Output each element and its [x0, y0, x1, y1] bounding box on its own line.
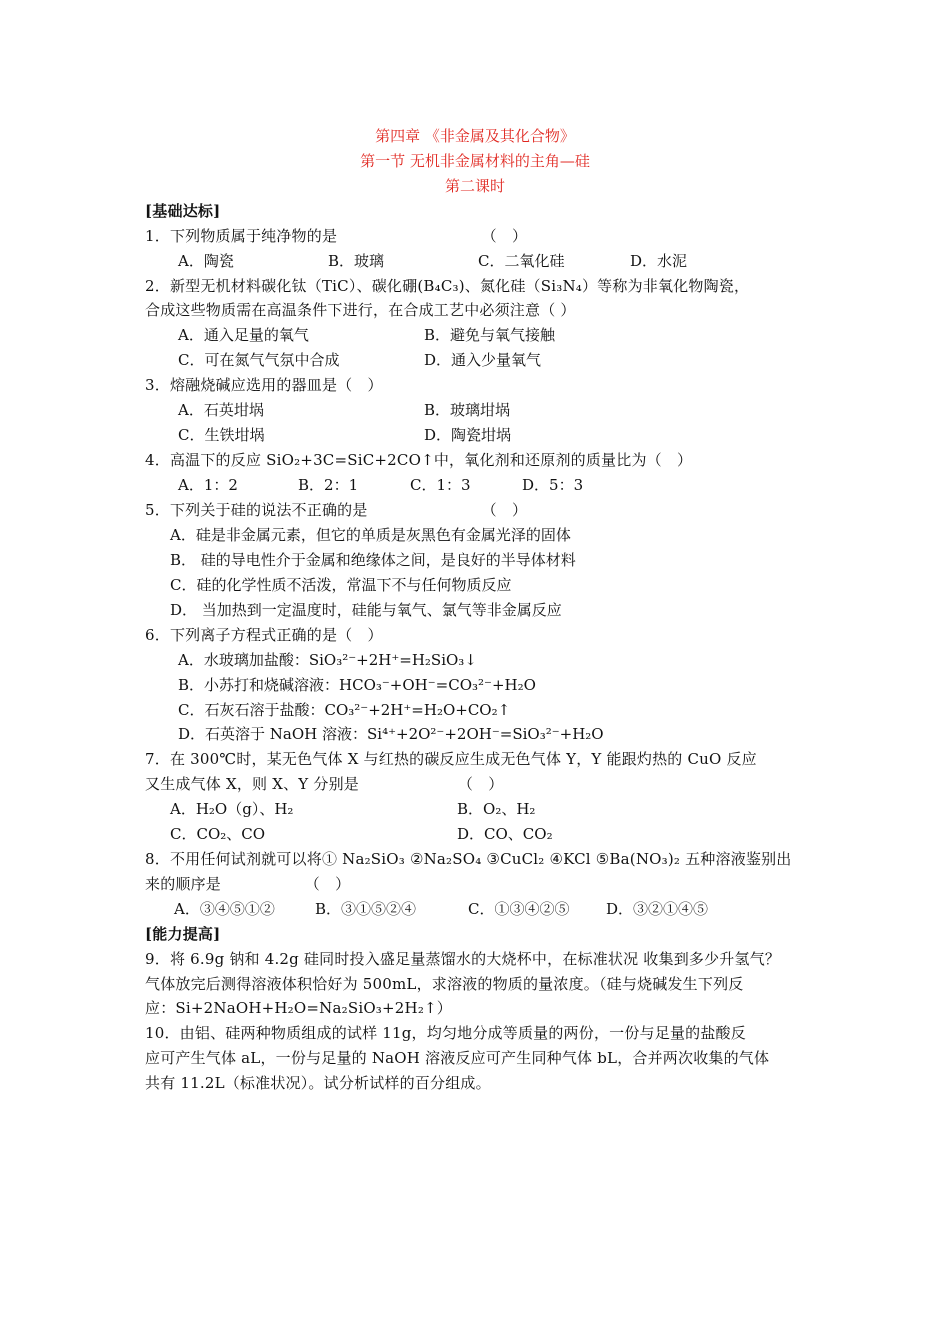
question-8-option-d: D．③②①④⑤: [606, 900, 709, 918]
question-4-option-d: D．5：3: [522, 476, 584, 494]
question-7-option-c: C．CO₂、CO: [170, 825, 266, 843]
question-5-option-a: A．硅是非金属元素，但它的单质是灰黑色有金属光泽的固体: [170, 526, 571, 544]
question-7-stem-line1: 7．在 300℃时，某无色气体 X 与红热的碳反应生成无色气体 Y，Y 能跟灼热的 CuO 反应: [145, 750, 757, 768]
question-8-stem-line1: 8．不用任何试剂就可以将① Na₂SiO₃ ②Na₂SO₄ ③CuCl₂ ④KCl ⑤Ba(NO₃)₂ 五种溶液鉴别出: [145, 850, 792, 868]
question-1-option-d: D．水泥: [630, 252, 688, 270]
question-9-line1: 9．将 6.9g 钠和 4.2g 硅同时投入盛足量蒸馏水的大烧杯中，在标准状况 收集到多少升氢气？: [145, 950, 781, 968]
section-heading-basic: [基础达标]: [145, 202, 221, 220]
question-10-line1: 10．由铝、硅两种物质组成的试样 11g，均匀地分成等质量的两份，一份与足量的盐酸反: [145, 1024, 746, 1042]
question-8-stem-line2: 来的顺序是 （ ）: [145, 875, 351, 893]
question-1-stem: 1．下列物质属于纯净物的是 （ ）: [145, 227, 528, 245]
question-3-stem: 3．熔融烧碱应选用的器皿是（ ）: [145, 376, 383, 394]
question-5-option-b: B． 硅的导电性介于金属和绝缘体之间，是良好的半导体材料: [170, 551, 576, 569]
question-7-stem-line2: 又生成气体 X，则 X、Y 分别是 （ ）: [145, 775, 504, 793]
question-1-option-a: A．陶瓷: [178, 252, 234, 270]
question-3-option-d: D．陶瓷坩埚: [424, 426, 512, 444]
question-2-option-c: C．可在氮气气氛中合成: [178, 351, 340, 369]
chapter-title: 第四章 《非金属及其化合物》: [375, 127, 575, 145]
question-4-option-c: C．1：3: [410, 476, 471, 494]
question-2-option-a: A．通入足量的氧气: [178, 326, 309, 344]
question-1-option-c: C．二氧化硅: [478, 252, 565, 270]
question-9-line2: 气体放完后测得溶液体积恰好为 500mL，求溶液的物质的量浓度。（硅与烧碱发生下列反: [145, 975, 744, 993]
question-7-option-d: D．CO、CO₂: [457, 825, 553, 843]
question-8-option-c: C．①③④②⑤: [468, 900, 570, 918]
question-6-option-b: B．小苏打和烧碱溶液：HCO₃⁻+OH⁻=CO₃²⁻+H₂O: [178, 676, 536, 694]
question-3-option-c: C．生铁坩埚: [178, 426, 265, 444]
question-7-option-b: B．O₂、H₂: [457, 800, 536, 818]
lesson-title: 第二课时: [444, 177, 505, 195]
section-heading-advanced: [能力提高]: [145, 925, 221, 943]
question-3-option-b: B．玻璃坩埚: [424, 401, 511, 419]
question-6-option-a: A．水玻璃加盐酸：SiO₃²⁻+2H⁺=H₂SiO₃↓: [178, 651, 477, 669]
question-2-stem-line2: 合成这些物质需在高温条件下进行，在合成工艺中必须注意（ ）: [145, 301, 576, 319]
question-8-option-b: B．③①⑤②④: [315, 900, 417, 918]
question-4-option-b: B．2：1: [298, 476, 359, 494]
question-6-stem: 6．下列离子方程式正确的是（ ）: [145, 626, 383, 644]
question-2-stem-line1: 2．新型无机材料碳化钛（TiC）、碳化硼(B₄C₃)、氮化硅（Si₃N₄）等称为非氧化物陶瓷，: [145, 277, 750, 295]
question-5-option-c: C．硅的化学性质不活泼，常温下不与任何物质反应: [170, 576, 512, 594]
question-7-option-a: A．H₂O（g）、H₂: [170, 800, 294, 818]
question-4-stem: 4．高温下的反应 SiO₂+3C=SiC+2CO↑中，氧化剂和还原剂的质量比为（ ）: [145, 451, 693, 469]
section-title: 第一节 无机非金属材料的主角—硅: [360, 152, 590, 170]
question-6-option-d: D．石英溶于 NaOH 溶液：Si⁴⁺+2O²⁻+2OH⁻=SiO₃²⁻+H₂O: [178, 725, 604, 743]
question-4-option-a: A．1：2: [178, 476, 238, 494]
question-5-stem: 5．下列关于硅的说法不正确的是 （ ）: [145, 501, 528, 519]
question-6-option-c: C．石灰石溶于盐酸：CO₃²⁻+2H⁺=H₂O+CO₂↑: [178, 701, 511, 719]
question-3-option-a: A．石英坩埚: [178, 401, 264, 419]
question-10-line2: 应可产生气体 aL，一份与足量的 NaOH 溶液反应可产生同种气体 bL，合并两次收集的气体: [145, 1049, 770, 1067]
question-2-option-d: D．通入少量氧气: [424, 351, 542, 369]
question-8-option-a: A．③④⑤①②: [174, 900, 275, 918]
question-10-line3: 共有 11.2L（标准状况）。试分析试样的百分组成。: [145, 1074, 491, 1092]
question-5-option-d: D． 当加热到一定温度时，硅能与氧气、氯气等非金属反应: [170, 601, 562, 619]
question-9-line3: 应：Si+2NaOH+H₂O=Na₂SiO₃+2H₂↑）: [145, 999, 452, 1017]
question-2-option-b: B．避免与氧气接触: [424, 326, 556, 344]
question-1-option-b: B．玻璃: [328, 252, 385, 270]
